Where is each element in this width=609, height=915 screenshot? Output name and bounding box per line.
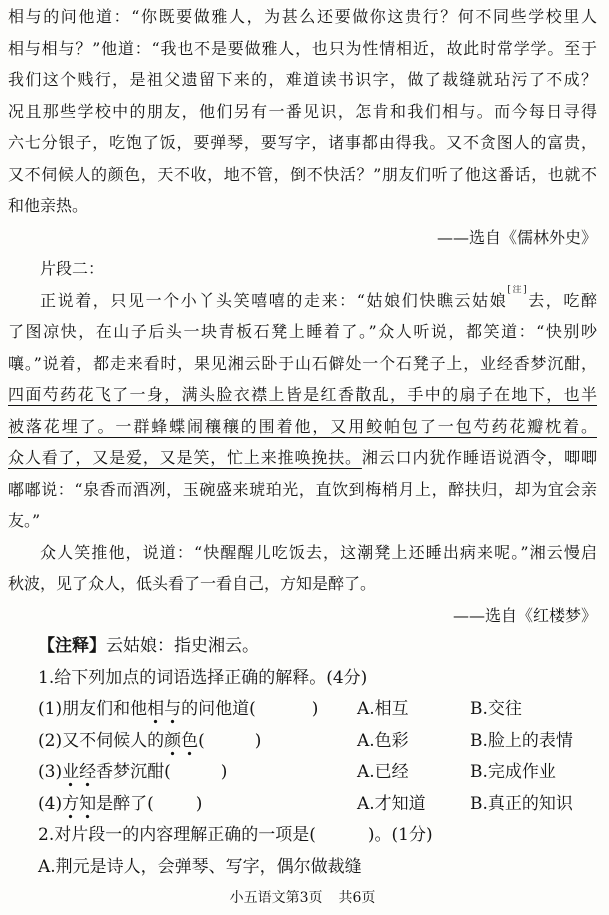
passage2-line: 嚷。”说着，都走来看时，果见湘云卧于山石僻处一个石凳子上，业经香梦沉酣， [8, 353, 597, 373]
paren-close: ) [311, 699, 319, 719]
paren-close: ) [220, 762, 228, 782]
item-stem [38, 694, 357, 726]
item-text: 香梦沉酣( [96, 762, 171, 782]
passage1-line: 六七分银子，吃饱了饭，要弹琴，要写字，诸事都由得我。又不贪图人的富贵， [8, 133, 597, 152]
passage1-line: 又不伺候人的颜色，天不收，地不管，倒不快活？”朋友们听了他这番话，也就不 [8, 164, 597, 184]
passage2-line: 了图凉快，在山子后头一块青板石凳上睡着了。”众人听说，都笑道：“快别吵 [8, 322, 597, 341]
emphasis-word: 方知 [62, 794, 96, 819]
item-text: 是醉了( [96, 793, 154, 814]
question1-item [8, 757, 597, 789]
option-a: A.已经 [357, 762, 409, 782]
annotation-label: 【注释】 [38, 636, 106, 656]
item-text: (1)朋友们和他 [38, 699, 148, 719]
item-stem [38, 757, 357, 789]
underlined-text: 被落花埋了。一群蜂蝶闹穰穰的围着他，又用鲛帕包了一包芍药花瓣枕着。 [8, 416, 597, 436]
option-b: B.完成作业 [470, 762, 556, 782]
passage2-line [8, 442, 597, 474]
passage1-line: 相与相与？”他道：“我也不是要做雅人，也只为性情相近，故此时常学学。至于 [8, 38, 597, 58]
question1-item [8, 726, 597, 758]
question2-option-a: A.荆元是诗人，会弹琴、写字，偶尔做裁缝 [38, 856, 362, 877]
question2-score: )。(1分) [367, 825, 433, 845]
emphasis-word: 业经 [62, 762, 96, 787]
page-footer [8, 883, 597, 915]
passage2-text: 正说着，只见一个小丫头笑嘻嘻的走来：“姑娘们快瞧云姑娘 [40, 290, 508, 310]
emphasis-word: 相与 [147, 699, 181, 724]
item-text: (4) [38, 793, 63, 814]
footer-total: 共6页 [338, 890, 376, 906]
passage2-text: 去，吃醉 [526, 290, 597, 310]
passage1-source: ——选自《儒林外史》 [436, 227, 597, 247]
passage2-line [8, 379, 597, 411]
emphasis-word: 颜色 [164, 731, 198, 756]
passage2-text: 湘云口内犹作睡语说酒令，唧唧 [361, 448, 597, 467]
passage2-source: ——选自《红楼梦》 [452, 605, 597, 625]
passage1-line: 相与的问他道：“你既要做雅人，为甚么还要做你这贵行？何不同些学校里人 [8, 7, 597, 26]
passage2-line [8, 411, 597, 443]
option-b: B.脸上的表情 [470, 730, 573, 751]
item-text: 的问他道( [181, 699, 256, 719]
passage1-line: 我们这个贱行，是祖父遗留下来的，难道读书识字，做了裁缝就玷污了不成？ [8, 70, 597, 89]
item-text: ( [198, 730, 205, 751]
passage2-line: 友。” [8, 511, 41, 530]
footnote-marker: [注] [507, 285, 527, 296]
item-text: (2)又不伺候人的 [38, 730, 165, 751]
footer-page: 小五语文第3页 [229, 890, 323, 906]
passage1-line: 况且那些学校中的朋友，他们另有一番见识，怎肯和我们相与。而今每日寻得 [8, 101, 597, 121]
question1-item [8, 694, 597, 726]
underlined-text: 众人看了，又是爱，又是笑，忙上来推唤挽扶。 [8, 448, 362, 467]
passage2-line: 秋波，见了众人，低头看了一看自己，方知是醉了。 [8, 574, 377, 593]
item-stem [38, 726, 357, 758]
option-a: A.色彩 [357, 730, 409, 751]
underlined-text: 四面芍药花飞了一身，满头脸衣襟上皆是红香散乱，手中的扇子在地下，也半 [8, 385, 597, 404]
item-text: (3) [38, 762, 63, 782]
question1-item [8, 789, 597, 821]
annotation-text: 云姑娘：指史湘云。 [106, 636, 259, 656]
paren-close: ) [195, 793, 203, 814]
question2-text: 2.对片段一的内容理解正确的一项是( [38, 825, 316, 845]
question2-stem [8, 820, 597, 852]
passage2-line: 众人笑推他，说道：“快醒醒儿吃饭去，这潮凳上还睡出病来呢。”湘云慢启 [40, 542, 597, 562]
question1-stem: 1.给下列加点的词语选择正确的解释。(4分) [38, 667, 368, 688]
passage2-line [8, 285, 597, 317]
option-b: B.真正的知识 [470, 793, 573, 814]
option-a: A.才知道 [357, 793, 426, 814]
annotation [8, 631, 597, 663]
passage1-line: 和他亲热。 [8, 196, 89, 215]
option-a: A.相互 [357, 699, 409, 719]
option-b: B.交往 [470, 699, 522, 719]
passage2-line: 嘟嘟说：“泉香而酒冽，玉碗盛来琥珀光，直饮到梅梢月上，醉扶归，却为宜会亲 [8, 479, 597, 499]
paren-close: ) [254, 730, 262, 751]
passage2-label: 片段二： [40, 259, 105, 278]
item-stem [38, 789, 357, 821]
